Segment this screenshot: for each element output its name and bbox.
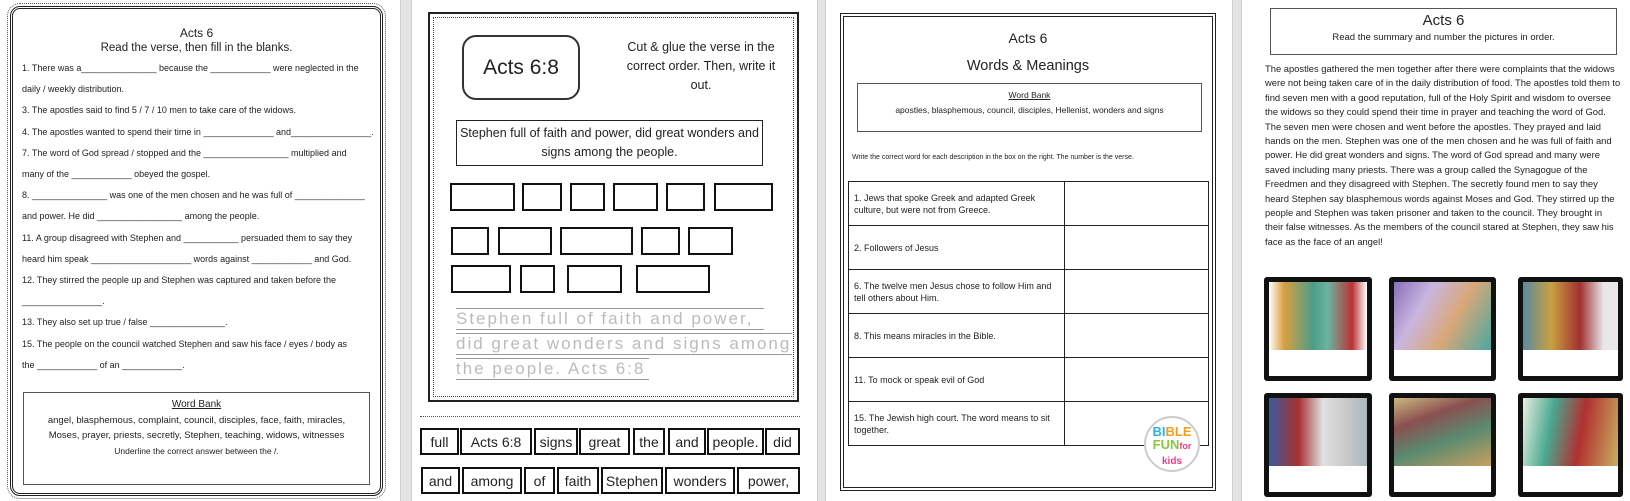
word-tile[interactable]: and [421, 467, 460, 494]
illustration [1523, 398, 1618, 466]
definitions-table [848, 181, 1209, 446]
cut-line [420, 416, 800, 417]
story-picture [1389, 393, 1496, 497]
question-line: 15. The people on the council watched Stephen and saw his face / eyes / body as [22, 338, 348, 349]
story-picture [1518, 277, 1623, 381]
question-line: the ____________ of an ____________. [22, 359, 185, 370]
answer-cell[interactable] [1065, 358, 1209, 402]
page1-title: Acts 6 [179, 26, 214, 40]
glue-box[interactable] [498, 227, 552, 255]
question-line: 3. The apostles said to find 5 / 7 / 10 men to take care of the widows. [22, 105, 296, 116]
word-tile[interactable]: faith [557, 467, 599, 494]
table-row [849, 182, 1209, 226]
verse-box: Stephen full of faith and power, did great wonders and signs among the people. [456, 120, 763, 166]
word-tile[interactable]: of [524, 467, 555, 494]
question-line: 13. They also set up true / false _______________. [22, 317, 228, 328]
answer-cell[interactable] [1065, 314, 1209, 358]
question-line: 12. They stirred the people up and Stephen was captured and taken before the [22, 275, 337, 285]
answer-cell[interactable] [1065, 226, 1209, 270]
summary-text: The apostles gathered the men together after there were complaints that the widows were not being taken care of in the daily distribution of food. The apostles told them to find seven men with a good reputation, full of the Holy Spirit and wisdom to oversee the widows so they could spend their time in prayer and teaching the word of God. The seven men were chosen and went before the apostles. They prayed and laid hands on the men. Stephen was one of the men chosen and he was full of faith and power. He did great wonders and signs. The word of God spread and many were saved including many priests. There was a group called the Synagogue of the Freedmen and they disagreed with Stephen. The secretly found men to say they heard Stephen say blasphemous words against Moses and God. They stirred up the people and Stephen was taken prisoner and taken to the council. They brought in their false witnesses. As the members of the council stared at Stephen, they saw his face as the face of an angel! [1265, 63, 1621, 247]
page-gap [817, 0, 826, 501]
word-bank-box [23, 392, 370, 485]
page3-title: Acts 6 [1008, 30, 1048, 46]
description-cell: 1. Jews that spoke Greek and adapted Greek culture, but were not from Greece. [849, 182, 1065, 226]
page3-instruction: Write the correct word for each description in the box on the right. The number is the verse. [852, 154, 1134, 161]
answer-cell[interactable] [1065, 270, 1209, 314]
table-row [849, 358, 1209, 402]
word-tile[interactable]: power, [737, 467, 800, 494]
glue-box[interactable] [520, 265, 555, 293]
word-bank-words: angel, blasphemous, complaint, council, disciples, face, faith, miracles, Moses, prayer, priests, secretly, Stephen, teaching, widows, witnesses [47, 415, 346, 441]
word-tile[interactable]: full [420, 428, 459, 455]
word-tile[interactable]: signs [534, 428, 578, 455]
glue-box[interactable] [450, 183, 515, 211]
description-cell: 2. Followers of Jesus [849, 226, 1065, 270]
instruction-note: Underline the correct answer between the /. [114, 446, 279, 456]
word-tile[interactable]: great [579, 428, 630, 455]
word-tile[interactable]: Stephen [601, 467, 663, 494]
description-cell: 11. To mock or speak evil of God [849, 358, 1065, 402]
glue-box[interactable] [636, 265, 710, 293]
glue-box[interactable] [567, 265, 622, 293]
verse-reference-label: Acts 6:8 [462, 35, 580, 100]
glue-box[interactable] [613, 183, 658, 211]
description-cell: 6. The twelve men Jesus chose to follow Him and tell others about Him. [849, 270, 1065, 314]
glue-box[interactable] [641, 227, 680, 255]
question-line: 7. The word of God spread / stopped and the _________________ multiplied and [22, 147, 347, 158]
word-tile[interactable]: the [633, 428, 665, 455]
description-cell: 15. The Jewish high court. The word means to sit together. [849, 402, 1065, 446]
page-gap [400, 0, 412, 501]
story-picture [1518, 393, 1623, 497]
question-line: ________________. [22, 296, 105, 307]
illustration [1269, 398, 1367, 466]
word-bank-words: apostles, blasphemous, council, disciples, Hellenist, wonders and signs [895, 105, 1164, 115]
word-tile[interactable]: Acts 6:8 [460, 428, 532, 455]
question-line: 4. The apostles wanted to spend their time in ______________ and________________. [22, 126, 374, 137]
illustration [1269, 282, 1367, 350]
page3-subtitle: Words & Meanings [966, 58, 1090, 74]
story-picture [1264, 277, 1372, 381]
word-tile[interactable]: wonders [665, 467, 735, 494]
glue-box[interactable] [451, 265, 511, 293]
bible-fun-logo: BIBLE FUNfor kids [1144, 416, 1200, 472]
question-line: and power. He did _________________ among the people. [22, 211, 260, 222]
glue-box[interactable] [688, 227, 733, 255]
glue-box[interactable] [560, 227, 633, 255]
description-cell: 8. This means miracles in the Bible. [849, 314, 1065, 358]
page1-subtitle: Read the verse, then fill in the blanks. [100, 42, 293, 54]
trace-line-1: Stephen full of faith and power, [456, 308, 764, 330]
question-line: 8. _______________ was one of the men chosen and he was full of ______________ [22, 190, 365, 201]
glue-box[interactable] [570, 183, 605, 211]
question-line: 1. There was a_______________ because the ____________ were neglected in the [22, 63, 359, 73]
story-picture [1389, 277, 1496, 381]
glue-box[interactable] [666, 183, 705, 211]
table-row [849, 270, 1209, 314]
page-gap [1232, 0, 1242, 501]
story-picture [1264, 393, 1372, 497]
page4-header [1270, 8, 1617, 55]
illustration [1394, 282, 1491, 350]
page4-subtitle: Read the summary and number the pictures in order. [1332, 32, 1555, 43]
answer-cell[interactable] [1065, 182, 1209, 226]
word-tile[interactable]: among [462, 467, 522, 494]
word-tile[interactable]: did [765, 428, 800, 455]
word-bank-title: Word Bank [171, 399, 222, 410]
word-tile[interactable]: and [668, 428, 706, 455]
question-line: many of the ____________ obeyed the gospel. [22, 169, 211, 179]
table-row [849, 314, 1209, 358]
table-row [849, 226, 1209, 270]
question-line: daily / weekly distribution. [22, 84, 125, 95]
question-line: 11. A group disagreed with Stephen and ___________ persuaded them to say they [22, 232, 353, 243]
page2-instructions: Cut & glue the verse in the correct order. Then, write it out. [626, 40, 776, 92]
page4-title: Acts 6 [1422, 12, 1465, 29]
question-line: heard him speak ____________________ words against ____________ and God. [22, 253, 352, 264]
glue-box[interactable] [522, 183, 562, 211]
glue-box[interactable] [451, 227, 489, 255]
word-bank-title: Word Bank [1008, 90, 1051, 100]
illustration [1523, 282, 1618, 350]
trace-line-2: did great wonders and signs among [456, 334, 792, 353]
word-bank-box [857, 83, 1202, 132]
word-tile[interactable]: people. [707, 428, 764, 455]
illustration [1394, 398, 1491, 466]
glue-box[interactable] [714, 183, 773, 211]
trace-line-3: the people. Acts 6:8 [456, 358, 649, 380]
